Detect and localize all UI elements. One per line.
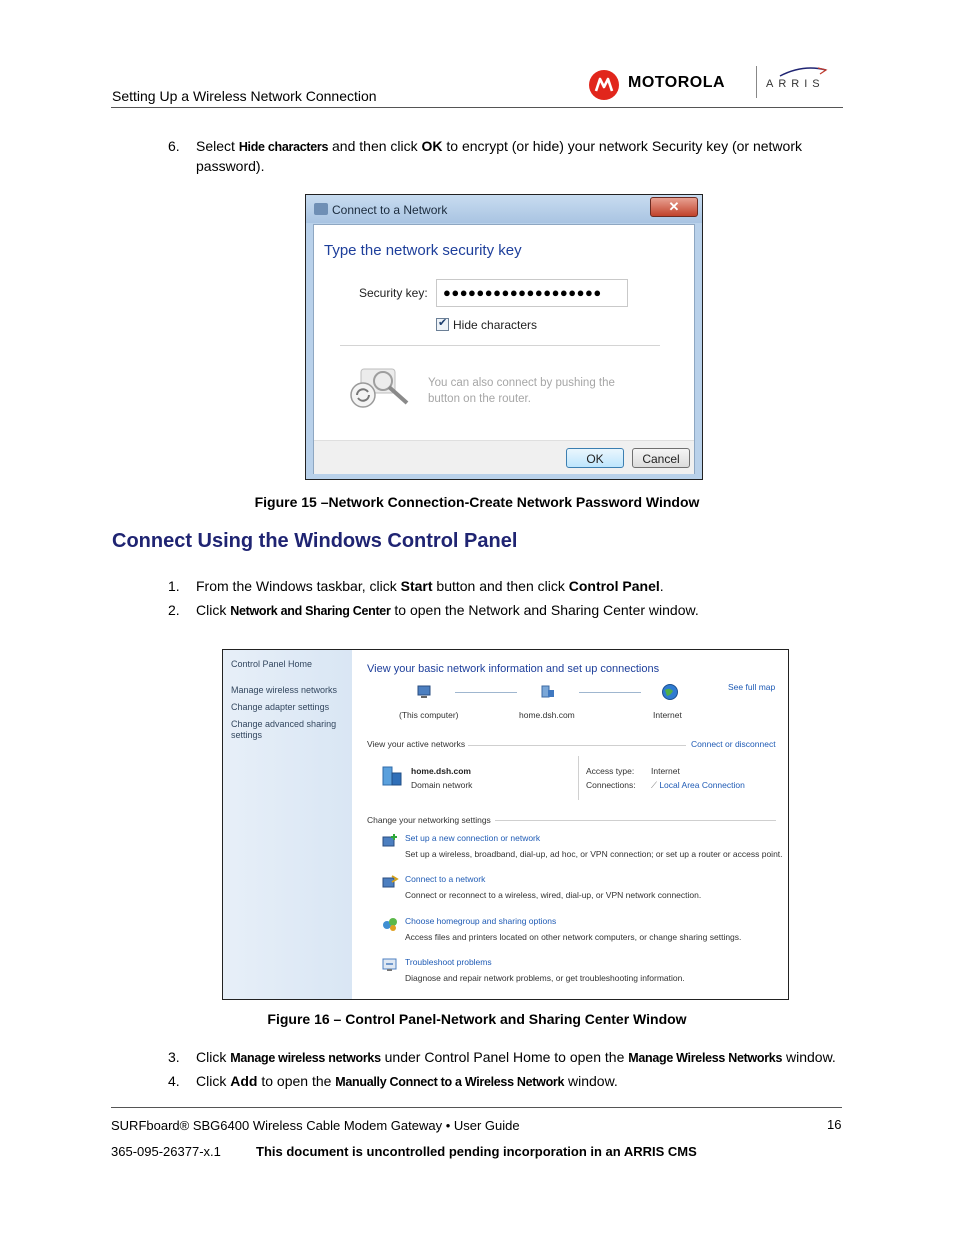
- figure-16-caption: Figure 16 – Control Panel-Network and Sharing Center Window: [267, 1011, 687, 1027]
- step-text-part: to open the: [257, 1073, 336, 1089]
- cancel-button[interactable]: Cancel: [632, 448, 690, 468]
- step-text-part: window.: [564, 1073, 618, 1089]
- ui-term-bold: OK: [421, 138, 443, 154]
- section-rule: [468, 745, 686, 746]
- page-title: View your basic network information and set up connections: [367, 663, 660, 675]
- ui-term-bold: Add: [230, 1073, 258, 1089]
- dialog-titlebar[interactable]: [306, 195, 702, 223]
- step-text: [196, 1048, 856, 1068]
- logo-separator: [756, 66, 757, 98]
- ui-term: Manage wireless networks: [230, 1051, 381, 1065]
- step-number: 2.: [168, 602, 180, 618]
- homegroup-icon: [381, 915, 399, 933]
- page-number: 16: [827, 1117, 842, 1132]
- ui-term-bold: Start: [400, 578, 433, 594]
- task-desc: Diagnose and repair network problems, or get troubleshooting information.: [405, 973, 685, 983]
- dialog-client: [313, 224, 695, 474]
- ui-term: Hide characters: [238, 140, 329, 154]
- connections-value: [651, 780, 745, 791]
- step-number: 3.: [168, 1049, 180, 1065]
- dialog-heading: Type the network security key: [324, 242, 522, 259]
- step-3: [168, 1048, 858, 1068]
- connections-label: Connections:: [586, 780, 636, 790]
- step-text: [196, 137, 836, 176]
- control-panel-sidebar: [223, 650, 352, 999]
- domain-building-icon: [380, 764, 404, 788]
- arris-wordmark: ARRIS: [766, 78, 825, 90]
- task-link-new-connection[interactable]: Set up a new connection or network: [405, 833, 541, 843]
- task-desc: Connect or reconnect to a wireless, wired, dial-up, or VPN network connection.: [405, 890, 702, 900]
- section-rule: [495, 820, 776, 821]
- motorola-logo-icon: [589, 70, 619, 100]
- task-link-connect[interactable]: Connect to a network: [405, 874, 486, 884]
- ok-button[interactable]: OK: [566, 448, 624, 468]
- map-connector: [455, 692, 517, 693]
- step-text-part: .: [659, 578, 664, 594]
- arris-swoosh-icon: [778, 66, 828, 78]
- connect-network-dialog: [305, 194, 703, 480]
- step-text-part: under Control Panel Home to open the: [380, 1049, 629, 1065]
- task-link-troubleshoot[interactable]: Troubleshoot problems: [405, 957, 492, 967]
- step-number: 4.: [168, 1073, 180, 1089]
- step-text-part: Click: [196, 1073, 231, 1089]
- step-6: [168, 137, 848, 177]
- step-text-part: Click: [196, 1049, 231, 1065]
- motorola-wordmark: MOTOROLA: [628, 74, 726, 91]
- step-text: [196, 601, 836, 621]
- ethernet-icon: ⟋: [651, 780, 660, 790]
- wps-hint: You can also connect by pushing the button on the router.: [428, 377, 615, 405]
- step-number: 6.: [168, 138, 180, 154]
- map-label-domain: home.dsh.com: [519, 710, 575, 720]
- step-text-part: Select: [196, 138, 239, 154]
- new-connection-icon: [381, 832, 399, 850]
- active-networks-header: View your active networks: [367, 739, 466, 749]
- control-panel-home-link[interactable]: Control Panel Home: [231, 659, 313, 669]
- dialog-footer: [314, 440, 694, 474]
- sidebar-item-manage-wireless[interactable]: Manage wireless networks: [231, 685, 338, 695]
- divider: [340, 345, 660, 346]
- step-text: [196, 577, 836, 596]
- step-1: [168, 577, 848, 597]
- header-rule: [111, 107, 843, 108]
- checkmark-icon: ✔: [438, 317, 448, 329]
- divider: [578, 756, 579, 800]
- map-label-internet: Internet: [653, 710, 682, 720]
- step-text-part: to encrypt (or hide) your network Security key (or network password).: [196, 138, 802, 174]
- connect-or-disconnect-link[interactable]: Connect or disconnect: [691, 739, 776, 749]
- local-area-connection-link[interactable]: Local Area Connection: [659, 780, 745, 790]
- task-desc: Set up a wireless, broadband, dial-up, ad hoc, or VPN connection; or set up a router or access point.: [405, 849, 783, 859]
- network-type: Domain network: [411, 780, 473, 790]
- step-text-part: and then click: [328, 138, 422, 154]
- sidebar-item-adapter-settings[interactable]: Change adapter settings: [231, 702, 330, 712]
- close-button[interactable]: ✕: [650, 197, 698, 217]
- map-connector: [579, 692, 641, 693]
- network-icon: [314, 203, 328, 215]
- security-key-input[interactable]: ●●●●●●●●●●●●●●●●●●●: [436, 279, 628, 307]
- security-key-label: Security key:: [359, 286, 428, 300]
- ui-term-bold: Control Panel: [568, 578, 660, 594]
- step-text-part: Click: [196, 602, 231, 618]
- change-settings-header: Change your networking settings: [367, 815, 491, 825]
- figure-15-caption: Figure 15 –Network Connection-Create Network Password Window: [254, 494, 700, 510]
- hide-characters-checkbox[interactable]: [436, 318, 449, 331]
- see-full-map-link[interactable]: See full map: [728, 682, 776, 692]
- step-number: 1.: [168, 578, 180, 594]
- ui-term: Network and Sharing Center: [230, 604, 391, 618]
- step-text-part: to open the Network and Sharing Center window.: [390, 602, 699, 618]
- domain-network-icon: [539, 684, 557, 700]
- footer-rule: [111, 1107, 842, 1108]
- ui-term: Manage Wireless Networks: [628, 1051, 783, 1065]
- step-text-part: button and then click: [432, 578, 569, 594]
- task-link-homegroup[interactable]: Choose homegroup and sharing options: [405, 916, 557, 926]
- computer-icon: [416, 684, 434, 700]
- globe-icon: [661, 683, 679, 701]
- section-heading: Connect Using the Windows Control Panel: [112, 530, 518, 552]
- step-text: [196, 1072, 836, 1092]
- step-text-part: From the Windows taskbar, click: [196, 578, 401, 594]
- wps-router-icon: [347, 365, 417, 415]
- document-id: 365-095-26377-x.1: [111, 1144, 221, 1159]
- troubleshoot-icon: [381, 956, 399, 974]
- document-notice: This document is uncontrolled pending incorporation in an ARRIS CMS: [256, 1144, 697, 1159]
- ui-term: Manually Connect to a Wireless Network: [335, 1075, 565, 1089]
- step-2: [168, 601, 848, 621]
- map-label-computer: (This computer): [399, 710, 459, 720]
- network-name: home.dsh.com: [411, 766, 471, 776]
- connect-network-icon: [381, 873, 399, 891]
- access-type-value: Internet: [651, 766, 680, 776]
- footer-product: SURFboard® SBG6400 Wireless Cable Modem Gateway • User Guide: [111, 1118, 520, 1133]
- step-4: [168, 1072, 848, 1092]
- running-header-title: Setting Up a Wireless Network Connection: [112, 88, 377, 104]
- sidebar-item-advanced-sharing[interactable]: Change advanced sharing settings: [231, 719, 337, 740]
- network-sharing-center-window: [222, 649, 789, 1000]
- step-text-part: window.: [782, 1049, 836, 1065]
- access-type-label: Access type:: [586, 766, 635, 776]
- task-desc: Access files and printers located on other network computers, or change sharing settings.: [405, 932, 742, 942]
- dialog-title: Connect to a Network: [332, 203, 448, 217]
- hide-characters-label[interactable]: Hide characters: [453, 318, 538, 332]
